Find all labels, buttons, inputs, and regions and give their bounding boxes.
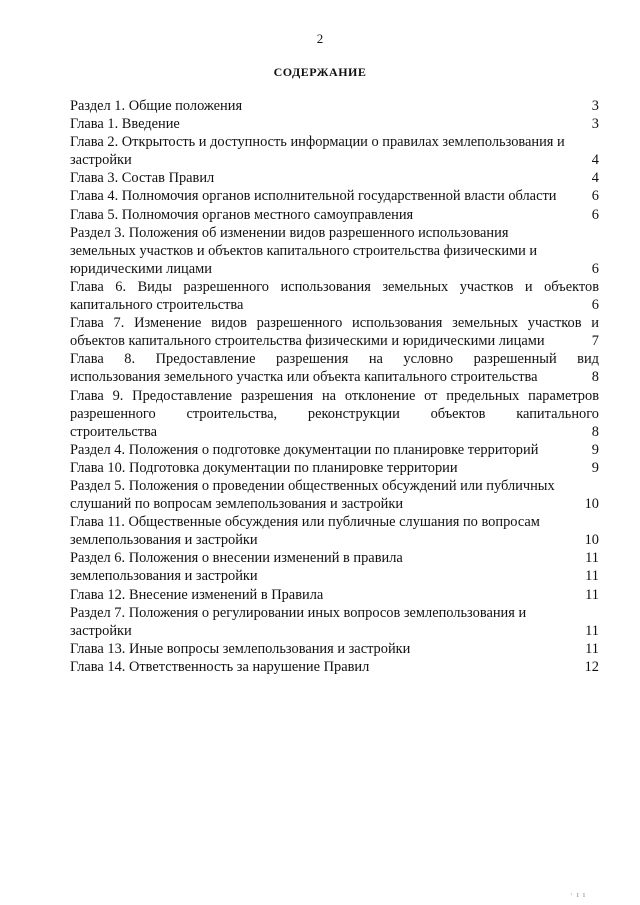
toc-entry-line [70,477,599,495]
toc-entry-text: Раздел 7. Положения о регулировании иных вопросов землепользования и [70,604,527,621]
toc-entry-text: застройки [70,152,132,169]
toc-entry[interactable] [70,513,599,549]
toc-entry[interactable] [70,115,599,133]
toc-entry-line [70,622,599,640]
toc-page-number: 6 [591,297,599,314]
toc-page-number: 3 [591,98,599,114]
toc-entry-line [70,115,599,133]
toc-entry-text: Глава 3. Состав Правил [70,170,215,187]
toc-entry[interactable] [70,604,599,640]
toc-page-number: 11 [585,550,599,567]
toc-entry-text: капитального строительства [70,297,244,314]
toc-entry[interactable] [70,549,599,567]
toc-entry-text: Раздел 3. Положения об изменении видов разрешенного использования [70,224,509,241]
toc-entry[interactable] [70,640,599,658]
toc-entry-line [70,97,599,115]
toc-entry[interactable] [70,477,599,513]
toc-entry-line [70,296,599,314]
toc-entry-text: землепользования и застройки [70,568,258,585]
toc-entry-text: Глава 10. Подготовка документации по планировке территории [70,459,458,476]
toc-entry-line [70,169,599,187]
toc-entry[interactable] [70,224,599,278]
toc-entry-line [70,513,599,531]
toc-entry-line [70,405,599,423]
toc-page-number: 9 [591,441,599,458]
toc-entry-text: Глава 1. Введение [70,116,180,133]
toc-entry-line [70,549,599,567]
toc-entry-text: Глава 5. Полномочия органов местного самоуправления [70,206,414,223]
toc-entry-text: Раздел 5. Положения о проведении общественных обсуждений или публичных [70,477,555,494]
toc-entry[interactable] [70,278,599,314]
toc-entry[interactable] [70,586,599,604]
toc-entry[interactable] [70,441,599,459]
toc-entry-text: Раздел 6. Положения о внесении изменений в правила [70,550,403,567]
scan-mark: · ı ı [570,890,587,899]
toc-entry-text: землепользования и застройки [70,532,258,549]
toc-entry-text: Глава 2. Открытость и доступность информации о правилах землепользования и [70,134,565,151]
toc-entry-text: Глава 9. Предоставление разрешения на отклонение от предельных параметров [70,387,599,404]
toc-page-number: 8 [591,369,599,386]
toc-entry-text: Раздел 4. Положения о подготовке документации по планировке территорий [70,441,539,458]
toc-page-number: 3 [591,116,599,133]
toc-entry-line [70,586,599,604]
toc-entry-text: разрешенного строительства, реконструкции объектов капитального [70,405,599,422]
toc-page-number: 7 [591,333,599,350]
toc-entry-line [70,387,599,405]
toc-entry-text: Глава 4. Полномочия органов исполнительной государственной власти области [70,188,557,205]
toc-entry-text: Глава 6. Виды разрешенного использования земельных участков и объектов [70,278,599,295]
toc-entry[interactable] [70,169,599,187]
toc-entry[interactable] [70,387,599,441]
toc-page-number: 11 [585,568,599,585]
toc-entry-line [70,495,599,513]
toc-entry[interactable] [70,350,599,386]
toc-page-number: 6 [591,260,599,277]
page-number: 2 [316,31,324,46]
toc-entry-line [70,206,599,224]
toc-entry-line [70,604,599,622]
toc-page-number: 11 [585,622,599,639]
toc-entry-line [70,314,599,332]
toc-page-number: 12 [584,658,599,675]
toc-entry-line [70,567,599,585]
toc-entry-line [70,242,599,260]
toc-entry-line [70,531,599,549]
toc-entry-text: Глава 12. Внесение изменений в Правила [70,586,324,603]
toc-entry-line [70,441,599,459]
toc-entry[interactable] [70,459,599,477]
toc-page-number: 6 [591,188,599,205]
toc-entry[interactable] [70,567,599,585]
toc-entry-line [70,151,599,169]
toc-entry[interactable] [70,206,599,224]
toc-page-number: 8 [591,423,599,440]
toc-entry-line [70,133,599,151]
toc-entry-text: застройки [70,622,132,639]
toc-entry[interactable] [70,658,599,676]
toc-page-number: 9 [591,459,599,476]
toc-page-number: 11 [585,586,599,603]
toc-entry-text: Глава 14. Ответственность за нарушение Правил [70,658,370,675]
toc-entry-text: земельных участков и объектов капитального строительства физическими и [70,242,538,259]
toc-entry-line [70,332,599,350]
toc-entry[interactable] [70,97,599,115]
toc-entry-line [70,187,599,205]
toc-page-number: 4 [591,170,599,187]
toc-entry-text: строительства [70,423,158,440]
toc-entry-line [70,224,599,242]
toc-page-number: 4 [591,152,599,169]
toc-entry-text: использования земельного участка или объекта капитального строительства [70,369,538,386]
toc-entry-line [70,278,599,296]
toc-entry-text: слушаний по вопросам землепользования и застройки [70,496,404,513]
toc-entry-text: Глава 13. Иные вопросы землепользования и застройки [70,640,411,657]
toc-entry-line [70,368,599,386]
toc-page-number: 11 [585,640,599,657]
toc-entry[interactable] [70,187,599,205]
toc-entry-line [70,423,599,441]
toc-page-number: 6 [591,206,599,223]
toc-entry-line [70,640,599,658]
toc-entry-text: Глава 11. Общественные обсуждения или публичные слушания по вопросам [70,514,540,531]
toc-entry-text: Раздел 1. Общие положения [70,98,243,114]
toc-page-number: 10 [584,496,599,513]
table-of-contents [70,97,599,676]
toc-entry-text: Глава 8. Предоставление разрешения на условно разрешенный вид [70,351,599,368]
page-title: СОДЕРЖАНИЕ [273,65,367,79]
toc-entry[interactable] [70,314,599,350]
toc-page-number: 10 [584,532,599,549]
toc-entry-line [70,350,599,368]
toc-entry-text: объектов капитального строительства физическими и юридическими лицами [70,333,545,350]
toc-entry[interactable] [70,133,599,169]
toc-entry-line [70,459,599,477]
toc-entry-text: Глава 7. Изменение видов разрешенного использования земельных участков и [70,315,599,332]
toc-entry-line [70,260,599,278]
toc-entry-text: юридическими лицами [70,260,212,277]
toc-entry-line [70,658,599,676]
